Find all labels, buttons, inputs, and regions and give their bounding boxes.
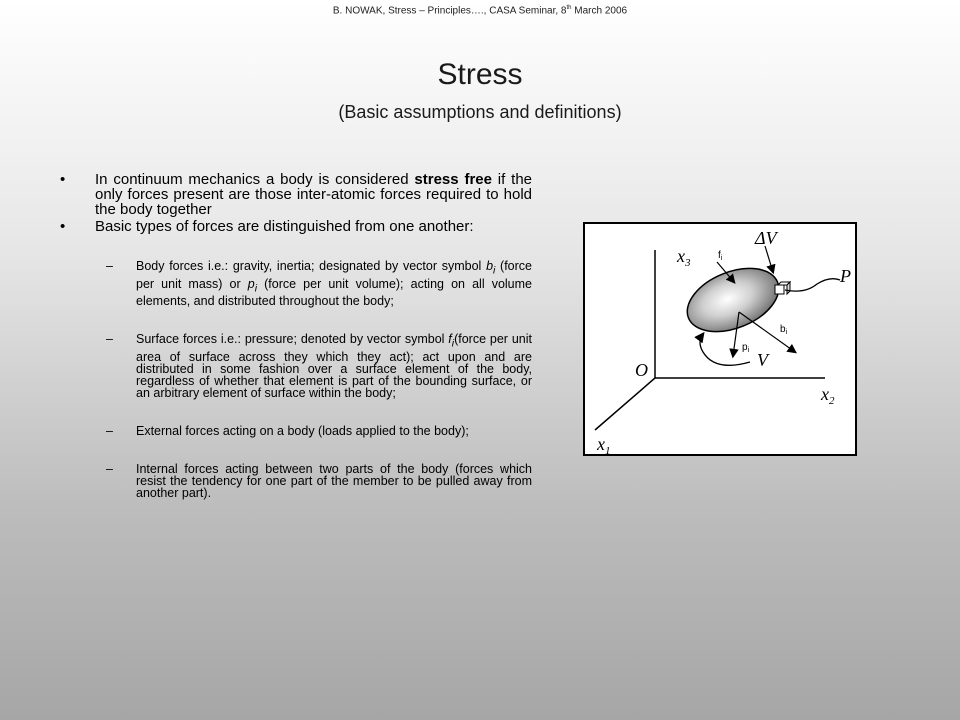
x2-label: $x_2$ <box>821 384 835 407</box>
stress-diagram <box>583 222 857 456</box>
sub-text-part: (force per unit volume); acting on all volume elements, and distributed throughout the body; <box>136 276 532 308</box>
sub-text <box>136 333 532 399</box>
symbol: p <box>247 276 255 291</box>
slide-header <box>0 5 960 16</box>
symbol-sub: i <box>254 283 258 294</box>
bullet-text-part: In continuum mechanics a body is considered <box>95 171 415 188</box>
body-ellipse <box>678 256 788 344</box>
bullet-text <box>95 172 532 217</box>
bullet-mark: • <box>60 218 66 235</box>
bullet-mark: • <box>60 171 66 188</box>
sub-text: Internal forces acting between two parts of the body (forces which resist the tendency for one part of the member to be pulled away from another part). <box>136 461 532 500</box>
bullet-bold-text: stress free <box>414 171 492 188</box>
sub-text-part: (force per unit mass) or <box>136 259 533 291</box>
x3-label: $x_3$ <box>677 246 691 269</box>
symbol-sub: i <box>451 338 455 350</box>
dv-pointer <box>765 246 773 272</box>
sub-mark: – <box>106 259 113 273</box>
bi-label: $b_i$ <box>780 324 788 336</box>
sub-text <box>136 260 532 307</box>
slide-content <box>60 172 532 499</box>
bullet-text: Basic types of forces are distinguished from one another: <box>95 218 474 235</box>
slide-subtitle: (Basic assumptions and definitions) <box>338 102 622 122</box>
sub-item-internal-forces <box>106 463 532 499</box>
delta-v-label: ΔV <box>755 228 777 248</box>
symbol-sub: i <box>493 265 496 277</box>
sub-text-part: Body forces i.e.: gravity, inertia; designated by vector symbol <box>136 259 487 273</box>
slide-title: Stress <box>437 58 523 91</box>
sub-text-part: Surface forces i.e.: pressure; denoted by vector symbol <box>136 332 449 346</box>
p-label: P <box>840 266 851 286</box>
origin-label: O <box>635 360 648 380</box>
bullet-text-part: if the only forces present are those inter-atomic forces required to hold the body together <box>95 171 533 218</box>
sub-item-external-forces <box>106 425 532 437</box>
bullet-item <box>60 219 532 234</box>
sub-mark: – <box>106 332 113 346</box>
v-label: V <box>757 350 768 370</box>
bullet-item <box>60 172 532 217</box>
sub-mark: – <box>106 423 113 438</box>
header-text: B. NOWAK, Stress – Principles…., CASA Seminar, 8 <box>332 5 567 17</box>
symbol: b <box>486 259 494 273</box>
sub-text: External forces acting on a body (loads applied to the body); <box>136 423 469 438</box>
sub-mark: – <box>106 461 113 476</box>
header-sup: th <box>566 5 572 11</box>
p-pointer <box>785 279 840 291</box>
sub-item-surface-forces <box>106 333 532 399</box>
stress-diagram-svg <box>585 224 855 454</box>
header-text-end: March 2006 <box>571 5 628 17</box>
pi-label: $p_i$ <box>742 342 750 354</box>
axis-x1 <box>595 378 655 430</box>
sub-item-body-forces <box>106 260 532 307</box>
volume-element <box>775 285 784 294</box>
fi-label: $f_i$ <box>718 250 723 262</box>
sub-text-part: (force per unit area of surface across they which they act); act upon and are distributed in some fashion over a surface element of the body, regardless of whether that element is part of the bounding surface, or an arbitrary element of surface within the body; <box>136 332 532 400</box>
symbol: f <box>448 332 452 346</box>
x1-label: $x_1$ <box>597 434 611 454</box>
